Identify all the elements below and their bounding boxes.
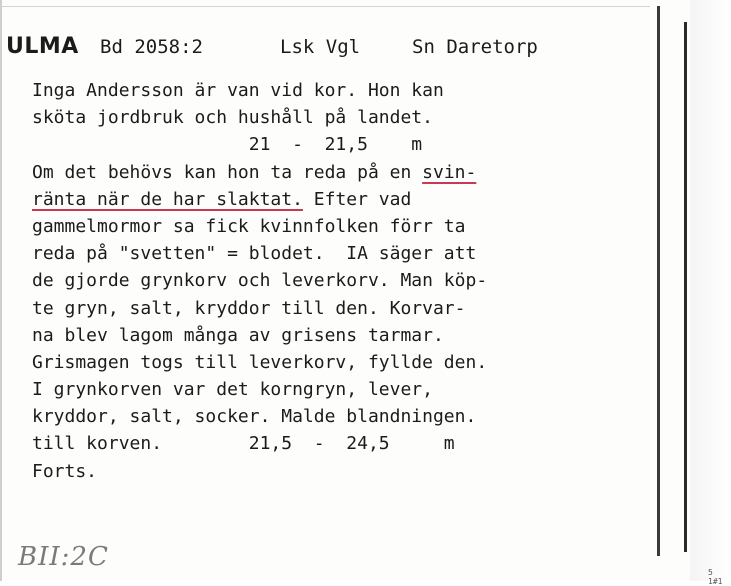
archive-code: ULMA [6, 34, 79, 59]
text-line-5-underlined: ränta när de har slaktat. [32, 188, 303, 210]
text-line-6: gammelmormor sa fick kvinnfolken förr ta [32, 215, 466, 237]
margin-line-left [657, 6, 660, 556]
card-left-edge [0, 0, 2, 581]
top-rule [0, 6, 650, 7]
text-line-3: 21 - 21,5 m [32, 134, 423, 156]
text-line-5 [32, 186, 632, 213]
text-line-15: Forts. [32, 460, 98, 482]
margin-line-right [684, 22, 687, 552]
handwritten-note: BII:2C [18, 542, 109, 572]
transcript-body [32, 77, 632, 485]
parish-name: Sn Daretorp [412, 36, 538, 58]
district-code: Lsk Vgl [280, 36, 361, 58]
text-line-10: na blev lagom många av grisens tarmar. [32, 324, 444, 346]
text-line-14: till korven. 21,5 - 24,5 m [32, 433, 455, 455]
text-line-9: te gryn, salt, kryddor till den. Korvar- [32, 297, 466, 319]
text-line-5-plain: Efter vad [302, 188, 412, 210]
text-line-7: reda på "svetten" = blodet. IA säger att [32, 243, 477, 265]
text-line-4-plain: Om det behövs kan hon ta reda på en [32, 161, 423, 183]
text-line-13: kryddor, salt, socker. Malde blandningen. [32, 406, 477, 428]
corner-mark: 5 1#1 [708, 568, 723, 586]
volume-number: Bd 2058:2 [100, 36, 203, 58]
text-line-4-underlined: svin- [422, 161, 477, 183]
text-line-11: Grismagen togs till leverkorv, fyllde den. [32, 351, 488, 373]
text-line-2: sköta jordbruk och hushåll på landet. [32, 107, 433, 129]
card-right-margin [690, 0, 731, 581]
text-line-1: Inga Andersson är van vid kor. Hon kan [32, 80, 444, 101]
text-line-12: I grynkorven var det korngryn, lever, [32, 379, 433, 401]
text-line-8: de gjorde grynkorv och leverkorv. Man köp- [32, 270, 488, 292]
text-line-4 [32, 159, 632, 186]
